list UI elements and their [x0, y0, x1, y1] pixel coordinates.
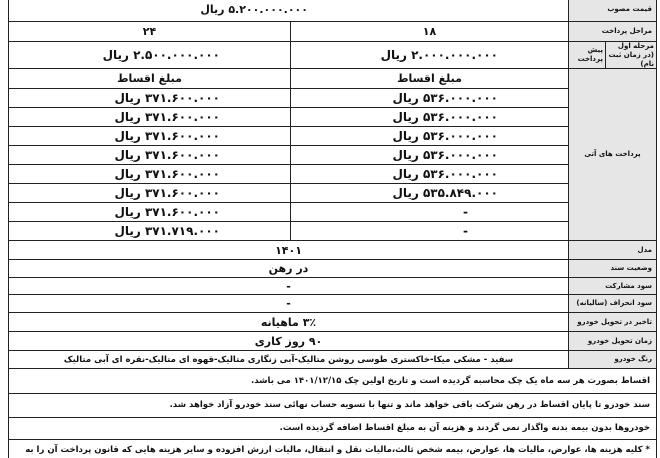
- note-1: اقساط بصورت هر سه ماه یک چک محاسبه گردیده است و تاریخ اولین چک ۱۴۰۱/۱۲/۱۵ می باشد.: [9, 369, 657, 394]
- row-note-2: [9, 394, 657, 418]
- installment-18: ۵۳۶.۰۰۰.۰۰۰ ریال: [291, 146, 569, 165]
- installment-24: ۳۷۱.۶۰۰.۰۰۰ ریال: [9, 89, 291, 108]
- deviation-value: -: [9, 295, 569, 313]
- table-row: [9, 184, 657, 203]
- model-value: ۱۴۰۱: [9, 241, 569, 260]
- prepay-sublabel: مرحله اول (در زمان ثبت نام): [605, 42, 656, 68]
- row-deviation: [9, 295, 657, 313]
- deviation-label: سود انحراف (سالیانه): [569, 295, 657, 313]
- note-4: * کلیه هزینه ها، عوارض، مالیات ها، عوارض، بیمه شخص ثالث،مالیات نقل و انتقال، مالیات ارزش افزوده و سایر هزینه هایی که قانون پرداخت آن را به: [9, 440, 657, 458]
- table-row: [9, 222, 657, 241]
- table-row: [9, 127, 657, 146]
- price-label: قیمت مصوب: [569, 0, 657, 22]
- installment-18: ۵۳۶.۰۰۰.۰۰۰ ریال: [291, 127, 569, 146]
- row-note-4: [9, 440, 657, 458]
- delivery-label: زمان تحویل خودرو: [569, 332, 657, 351]
- table-row: [9, 89, 657, 108]
- model-label: مدل: [569, 241, 657, 260]
- installment-24: ۳۷۱.۶۰۰.۰۰۰ ریال: [9, 203, 291, 222]
- stages-24: ۲۴: [9, 22, 291, 42]
- installment-18: ۵۳۶.۰۰۰.۰۰۰ ریال: [291, 165, 569, 184]
- color-value: سفید - مشکی میکا-خاکستری طوسی روشن متالیک-آبی زنگاری متالیک-قهوه ای متالیک-نقره ای آبی متالیک: [9, 351, 569, 369]
- row-color: [9, 351, 657, 369]
- installments-label: پرداخت های آتی: [569, 69, 657, 241]
- prepay-24: ۲.۵۰۰.۰۰۰.۰۰۰ ریال: [9, 42, 291, 69]
- installment-24: ۳۷۱.۶۰۰.۰۰۰ ریال: [9, 108, 291, 127]
- participation-label: سود مشارکت: [569, 278, 657, 295]
- row-note-1: [9, 369, 657, 394]
- participation-value: -: [9, 278, 569, 295]
- price-value: ۵.۲۰۰.۰۰۰.۰۰۰ ریال: [9, 0, 569, 22]
- prepay-18: ۲.۰۰۰.۰۰۰.۰۰۰ ریال: [291, 42, 569, 69]
- prepay-label-cell: [569, 42, 657, 69]
- stages-label: مراحل پرداخت: [569, 22, 657, 42]
- installment-18: -: [291, 203, 569, 222]
- installment-18: ۵۳۶.۰۰۰.۰۰۰ ریال: [291, 108, 569, 127]
- row-delay: [9, 313, 657, 332]
- table-row: [9, 165, 657, 184]
- row-prepayment: [9, 42, 657, 69]
- installment-18: ۵۳۵.۸۴۹.۰۰۰ ریال: [291, 184, 569, 203]
- color-label: رنگ خودرو: [569, 351, 657, 369]
- stages-18: ۱۸: [291, 22, 569, 42]
- installment-24: ۳۷۱.۶۰۰.۰۰۰ ریال: [9, 127, 291, 146]
- delay-label: تاخیر در تحویل خودرو: [569, 313, 657, 332]
- row-price: [9, 0, 657, 22]
- row-participation: [9, 278, 657, 295]
- doc-status-label: وضعیت سند: [569, 260, 657, 278]
- row-delivery: [9, 332, 657, 351]
- sales-conditions-table: [8, 0, 657, 458]
- table-row: [9, 146, 657, 165]
- delay-value: ۳٪ ماهیانه: [9, 313, 569, 332]
- row-doc-status: [9, 260, 657, 278]
- installment-header-24: مبلغ اقساط: [9, 69, 291, 89]
- installment-24: ۳۷۱.۷۱۹.۰۰۰ ریال: [9, 222, 291, 241]
- note-3: خودروها بدون بیمه بدنه واگذار نمی گردند و هزینه آن به مبلغ اقساط اضافه گردیده است.: [9, 418, 657, 440]
- installment-24: ۳۷۱.۶۰۰.۰۰۰ ریال: [9, 184, 291, 203]
- prepay-label: پیش پرداخت: [577, 46, 603, 63]
- doc-status-value: در رهن: [9, 260, 569, 278]
- installment-header-18: مبلغ اقساط: [291, 69, 569, 89]
- installment-18: ۵۳۶.۰۰۰.۰۰۰ ریال: [291, 89, 569, 108]
- note-2: سند خودرو تا پایان اقساط در رهن شرکت باقی خواهد ماند و تنها با تسویه حساب نهائی سند خودرو آزاد خواهد شد.: [9, 394, 657, 418]
- installment-18: -: [291, 222, 569, 241]
- installment-24: ۳۷۱.۶۰۰.۰۰۰ ریال: [9, 165, 291, 184]
- row-installment-header: [9, 69, 657, 89]
- row-stages: [9, 22, 657, 42]
- delivery-value: ۹۰ روز کاری: [9, 332, 569, 351]
- table-row: [9, 203, 657, 222]
- table-row: [9, 108, 657, 127]
- row-note-3: [9, 418, 657, 440]
- row-model: [9, 241, 657, 260]
- installment-24: ۳۷۱.۶۰۰.۰۰۰ ریال: [9, 146, 291, 165]
